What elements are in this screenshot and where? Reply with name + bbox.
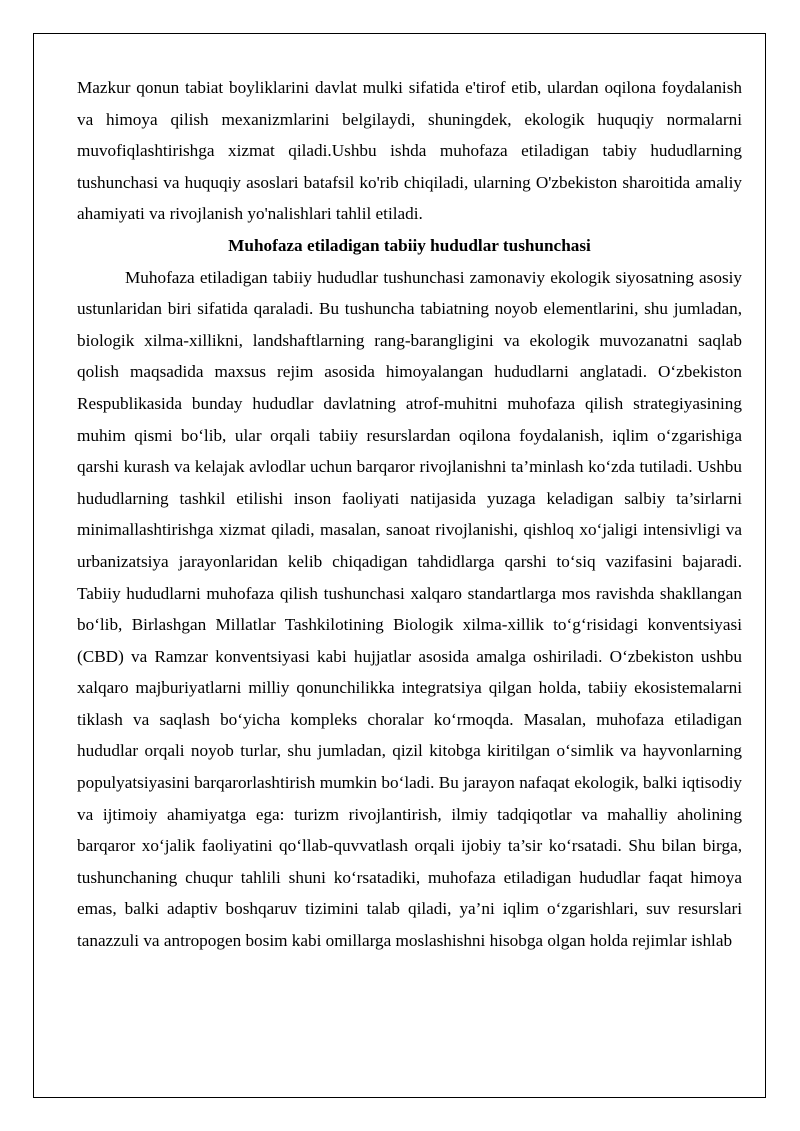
document-body xyxy=(77,72,742,957)
section-heading: Muhofaza etiladigan tabiiy hududlar tushunchasi xyxy=(228,235,591,255)
intro-paragraph: Mazkur qonun tabiat boyliklarini davlat mulki sifatida e'tirof etib, ulardan oqilona foydalanish va himoya qilish mexanizmlarini belgilaydi, shuningdek, ekologik huquqiy normalarni muvofiqlashtirishga xizmat qiladi.Ushbu ishda muhofaza etiladigan tabiy hududlarning tushunchasi va huquqiy asoslari batafsil ko'rib chiqiladi, ularning O'zbekiston sharoitida amaliy ahamiyati va rivojlanish yo'nalishlari tahlil etiladi. xyxy=(77,78,742,224)
body-paragraph: Muhofaza etiladigan tabiiy hududlar tushunchasi zamonaviy ekologik siyosatning asosiy ustunlaridan biri sifatida qaraladi. Bu tushuncha tabiatning noyob elementlarini, shu jumladan, biologik xilma-xillikni, landshaftlarning rang-barangligini va ekologik muvozanatni saqlab qolish maqsadida maxsus rejim asosida himoyalangan hududlarni anglatadi. O‘zbekiston Respublikasida bunday hududlar davlatning atrof-muhitni muhofaza qilish strategiyasining muhim qismi bo‘lib, ular orqali tabiiy resurslardan oqilona foydalanish, iqlim o‘zgarishiga qarshi kurash va kelajak avlodlar uchun barqaror rivojlanishni ta’minlash ko‘zda tutiladi. Ushbu hududlarning tashkil etilishi inson faoliyati natijasida yuzaga keladigan salbiy ta’sirlarni minimallashtirishga xizmat qiladi, masalan, sanoat rivojlanishi, qishloq xo‘jaligi intensivligi va urbanizatsiya jarayonlaridan kelib chiqadigan tahdidlarga qarshi to‘siq vazifasini bajaradi. Tabiiy hududlarni muhofaza qilish tushunchasi xalqaro standartlarga mos ravishda shakllangan bo‘lib, Birlashgan Millatlar Tashkilotining Biologik xilma-xillik to‘g‘risidagi konventsiyasi (CBD) va Ramzar konventsiyasi kabi hujjatlar asosida amalga oshiriladi. O‘zbekiston ushbu xalqaro majburiyatlarni milliy qonunchilikka integratsiya qilgan holda, tabiiy ekosistemalarni tiklash va saqlash bo‘yicha kompleks choralar ko‘rmoqda. Masalan, muhofaza etiladigan hududlar orqali noyob turlar, shu jumladan, qizil kitobga kiritilgan o‘simlik va hayvonlarning populyatsiyasini barqarorlashtirish mumkin bo‘ladi. Bu jarayon nafaqat ekologik, balki iqtisodiy va ijtimoiy ahamiyatga ega: turizm rivojlantirish, ilmiy tadqiqotlar va mahalliy aholining barqaror xo‘jalik faoliyatini qo‘llab-quvvatlash orqali ijobiy ta’sir ko‘rsatadi. Shu bilan birga, tushunchaning chuqur tahlili shuni ko‘rsatadiki, muhofaza etiladigan hududlar faqat himoya emas, balki adaptiv boshqaruv tizimini talab qiladi, ya’ni iqlim o‘zgarishlari, suv resurslari tanazzuli va antropogen bosim kabi omillarga moslashishni hisobga olgan holda rejimlar ishlab xyxy=(77,267,742,951)
